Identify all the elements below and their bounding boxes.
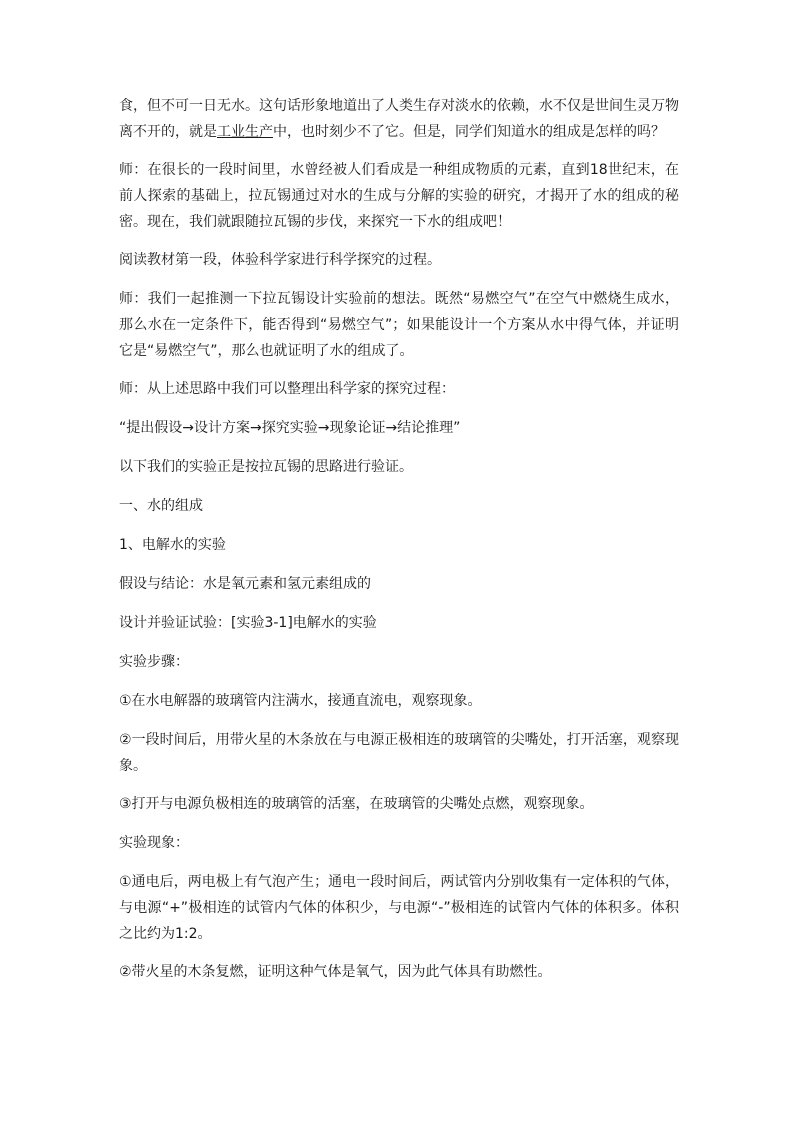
step-item: ①在水电解器的玻璃管内注满水，接通直流电，观察现象。 (119, 693, 482, 709)
reading-instruction: 阅读教材第一段，体验科学家进行科学探究的过程。 (119, 252, 441, 268)
teacher-paragraph-hypothesis: 师：我们一起推测一下拉瓦锡设计实验前的想法。既然“易燃空气”在空气中燃烧生成水，那么水在一定条件下，能否得到“易燃空气”；如果能设计一个方案从水中得气体，并证明它是“易燃空气”，那么也就证明了水的组成了。 (119, 291, 679, 359)
step-item: ③打开与电源负极相连的玻璃管的活塞，在玻璃管的尖嘴处点燃，观察现象。 (119, 796, 594, 812)
intro-text-start: 食，但不可一日无水。这句话形象地道出了人类生存对淡水的依赖，水不仅是世间生灵万物离不开的，就是 (119, 98, 679, 140)
phenomenon-item: ①通电后，两电极上有气泡产生；通电一段时间后，两试管内分别收集有一定体积的气体，与电源“+”极相连的试管内气体的体积少，与电源“-”极相连的试管内气体的体积多。体积之比约为1:2。 (119, 874, 679, 942)
underlined-term: 工业生产 (217, 124, 273, 140)
step-item: ②一段时间后，用带火星的木条放在与电源正极相连的玻璃管的尖嘴处，打开活塞，观察现象。 (119, 732, 679, 774)
subsection-heading: 1、电解水的实验 (119, 537, 226, 553)
teacher-paragraph-history: 师：在很长的一段时间里，水曾经被人们看成是一种组成物质的元素，直到18世纪末，在前人探索的基础上，拉瓦锡通过对水的生成与分解的实验的研究，才揭开了水的组成的秘密。现在，我们就跟随拉瓦锡的步伐，来探究一下水的组成吧！ (119, 162, 679, 230)
intro-paragraph (119, 93, 679, 145)
process-steps: “提出假设→设计方案→探究实验→现象论证→结论推理” (119, 420, 461, 436)
experiment-design: 设计并验证试验：[实验3-1]电解水的实验 (119, 615, 377, 631)
steps-heading: 实验步骤： (119, 654, 189, 670)
verification-note: 以下我们的实验正是按拉瓦锡的思路进行验证。 (119, 459, 413, 475)
document-page (119, 93, 679, 998)
phenomena-heading: 实验现象： (119, 835, 189, 851)
intro-text-end: 中，也时刻少不了它。但是，同学们知道水的组成是怎样的吗？ (273, 124, 665, 140)
teacher-paragraph-process: 师：从上述思路中我们可以整理出科学家的探究过程： (119, 381, 455, 397)
phenomenon-item: ②带火星的木条复燃，证明这种气体是氧气，因为此气体具有助燃性。 (119, 964, 552, 980)
section-heading: 一、水的组成 (119, 498, 203, 514)
hypothesis-conclusion: 假设与结论：水是氧元素和氢元素组成的 (119, 576, 371, 592)
